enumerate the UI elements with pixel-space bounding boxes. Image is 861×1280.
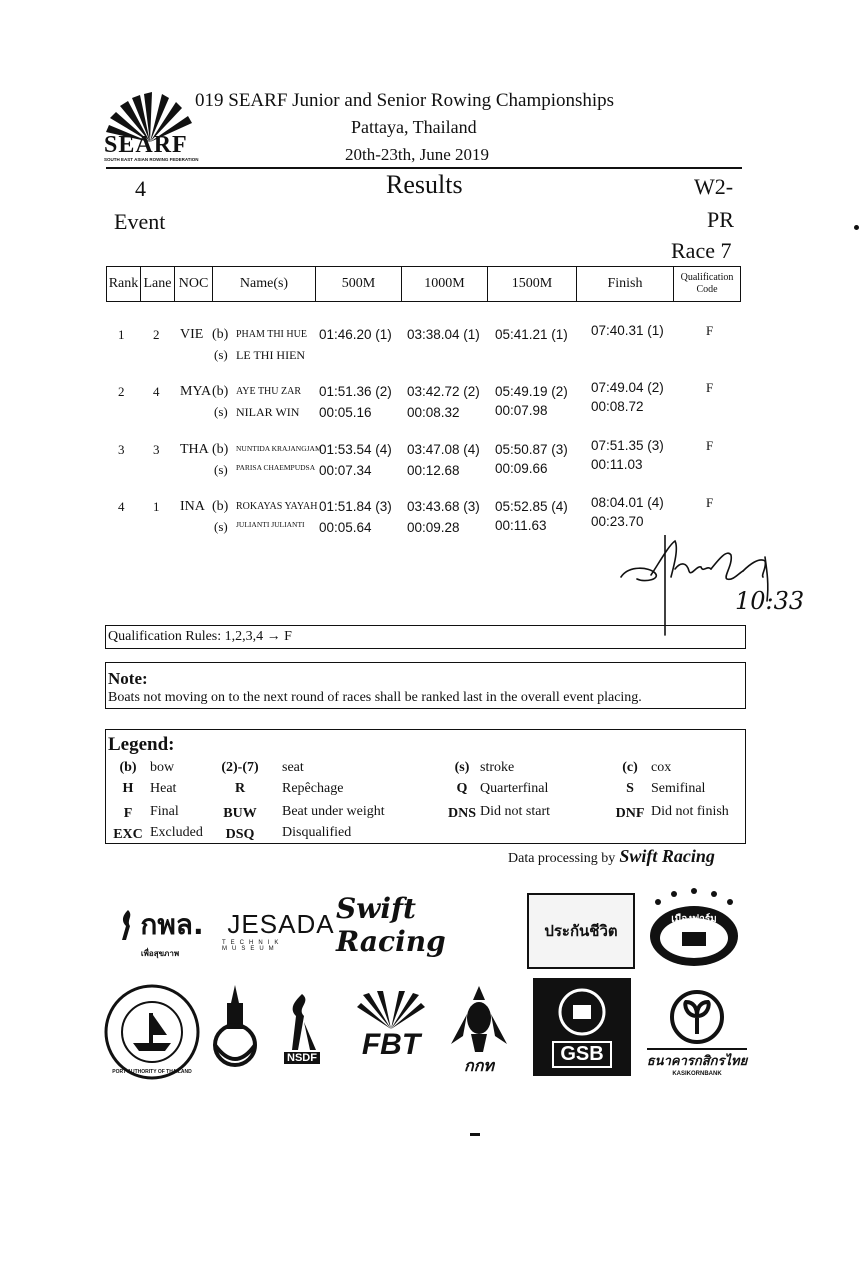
bow-name: AYE THU ZAR (236, 386, 302, 397)
venue: Pattaya, Thailand (351, 117, 477, 137)
legend-value: stroke (480, 760, 515, 775)
legend-key: Q (456, 781, 468, 796)
insurance-logo (527, 893, 635, 969)
rank-cell: 3 (118, 442, 125, 457)
jesada-caption: TECHNIK MUSEUM (222, 939, 284, 952)
legend-key: DSQ (225, 827, 255, 842)
qualification-code: F (706, 380, 714, 395)
lane-cell: 1 (153, 499, 160, 514)
delta-1500m: 00:11.63 (495, 518, 547, 533)
gsb-wordmark: GSB (552, 1041, 611, 1068)
kkt-logo (445, 983, 513, 1079)
event-dates: 20th-23th, June 2019 (345, 145, 490, 164)
boat-class-code: W2- (694, 174, 734, 199)
nsdf-torch-icon (282, 992, 322, 1052)
legend-value: Repêchage (282, 781, 344, 796)
col-rank: Rank (107, 267, 141, 301)
note-box (105, 662, 746, 709)
split-1000m: 03:43.68 (3) (407, 499, 480, 514)
legend-value: Final (150, 804, 179, 819)
legend-key: S (626, 781, 634, 796)
legend-key: EXC (113, 827, 143, 842)
delta-1000m: 00:08.32 (407, 405, 460, 420)
split-1500m: 05:41.21 (1) (495, 327, 568, 342)
finish-time: 07:40.31 (1) (591, 323, 664, 338)
port-caption: PORT AUTHORITY OF THAILAND (112, 1069, 192, 1075)
race-number: Race 7 (671, 238, 732, 263)
legend-key: (b) (119, 760, 137, 775)
legend-key: DNF (615, 806, 645, 821)
legend-key: H (122, 781, 134, 796)
championship-title: 019 SEARF Junior and Senior Rowing Championships (195, 90, 615, 111)
delta-1500m: 00:07.98 (495, 403, 548, 418)
garuda-emblem-icon (449, 984, 509, 1054)
qualification-code: F (706, 438, 714, 453)
stroke-name: NILAR WIN (236, 405, 300, 419)
legend-value: cox (651, 760, 672, 775)
delta-500m: 00:05.64 (319, 520, 372, 535)
signature-time: 10:33 (735, 587, 805, 615)
stroke-tag: (s) (214, 462, 228, 477)
stroke-name: PARISA CHAEMPUDSA (236, 463, 316, 472)
split-1500m: 05:50.87 (3) (495, 442, 568, 457)
boat-class-sub: PR (707, 207, 734, 232)
delta-finish: 00:08.72 (591, 399, 644, 414)
data-processing-credit (508, 846, 715, 867)
legend-key: (2)-(7) (221, 760, 259, 775)
stroke-tag: (s) (214, 404, 228, 419)
finish-time: 07:51.35 (3) (591, 438, 664, 453)
insurance-wordmark: ประกันชีวิต (544, 922, 618, 940)
results-heading: Results (386, 170, 463, 199)
bow-tag: (b) (212, 384, 229, 399)
split-1000m: 03:38.04 (1) (407, 327, 480, 342)
split-1500m: 05:49.19 (2) (495, 384, 568, 399)
legend-value: Did not start (480, 804, 550, 819)
bow-tag: (b) (212, 327, 229, 342)
legend-title: Legend: (108, 734, 175, 755)
legend-key: (s) (454, 760, 470, 775)
fbt-logo (348, 985, 434, 1065)
rank-cell: 1 (118, 327, 125, 342)
legend-key: (c) (622, 760, 638, 775)
legend-value: Beat under weight (282, 804, 385, 819)
legend-key: R (234, 781, 246, 796)
stroke-tag: (s) (214, 519, 228, 534)
col-500m: 500M (316, 267, 402, 301)
note-text: Boats not moving on to the next round of races shall be ranked last in the overall event placing. (108, 690, 642, 705)
split-1000m: 03:47.08 (4) (407, 442, 480, 457)
bow-name: NUNTIDA KRAJANGJAM (236, 444, 322, 453)
note-title: Note: (108, 669, 148, 688)
stroke-tag: (s) (214, 347, 228, 362)
searf-logo-text: SEARF (104, 132, 188, 158)
torch-figure-icon (116, 908, 140, 942)
lane-cell: 3 (153, 442, 160, 457)
stroke-name: LE THI HIEN (236, 348, 306, 362)
gsb-logo (533, 978, 631, 1076)
col-finish: Finish (577, 267, 674, 301)
noc-cell: VIE (180, 327, 204, 342)
split-500m: 01:51.36 (2) (319, 384, 392, 399)
farm-wordmark: เมืองฟาร์ม (671, 914, 717, 925)
legend-key: DNS (447, 806, 476, 821)
split-1000m: 03:42.72 (2) (407, 384, 480, 399)
delta-finish: 00:23.70 (591, 514, 644, 529)
farm-logo (644, 888, 744, 972)
finish-time: 08:04.01 (4) (591, 495, 664, 510)
nsdf-wordmark: NSDF (284, 1052, 320, 1064)
nsdf-logo (270, 980, 334, 1076)
swift-racing-logo (336, 892, 526, 958)
legend-value: Heat (150, 781, 177, 796)
navy-emblem-icon (205, 983, 265, 1071)
legend-value: Did not finish (651, 804, 729, 819)
kasikornbank-logo (642, 985, 752, 1081)
legend-key: F (123, 806, 133, 821)
split-1500m: 05:52.85 (4) (495, 499, 568, 514)
delta-finish: 00:11.03 (591, 457, 643, 472)
lane-cell: 4 (153, 384, 160, 399)
noc-cell: THA (180, 442, 209, 457)
bow-name: ROKAYAS YAYAH (236, 501, 318, 512)
legend-value: Semifinal (651, 781, 706, 796)
bow-tag: (b) (212, 442, 229, 457)
delta-500m: 00:07.34 (319, 463, 372, 478)
kkt-wordmark: กกท (464, 1055, 494, 1075)
noc-cell: INA (180, 499, 205, 514)
laurel-icon (353, 989, 429, 1029)
delta-1500m: 00:09.66 (495, 461, 548, 476)
sat-caption: เพื่อสุขภาพ (140, 948, 180, 958)
qualification-code: F (706, 495, 714, 510)
kbank-wordmark: ธนาคารกสิกรไทย (647, 1048, 747, 1071)
qualification-code: F (706, 323, 714, 338)
rank-cell: 4 (118, 499, 125, 514)
jesada-logo (222, 905, 340, 955)
split-500m: 01:46.20 (1) (319, 327, 392, 342)
swift-racing-wordmark: Swift Racing (336, 892, 446, 958)
kbank-leaf-icon (670, 990, 724, 1044)
event-label: Event (114, 209, 166, 234)
farm-badge-icon (644, 888, 744, 972)
header-rule (106, 167, 742, 169)
event-number: 4 (135, 176, 146, 201)
col-names: Name(s) (213, 267, 316, 301)
legend-value: Excluded (150, 825, 203, 840)
col-1500m: 1500M (488, 267, 577, 301)
split-500m: 01:51.84 (3) (319, 499, 392, 514)
legend-key: BUW (223, 806, 257, 821)
results-table-header (106, 266, 741, 302)
split-500m: 01:53.54 (4) (319, 442, 392, 457)
qualification-rules: Qualification Rules: 1,2,3,4 → F (108, 629, 292, 644)
lane-cell: 2 (153, 327, 160, 342)
data-processing-brand: Swift Racing (619, 846, 715, 866)
port-authority-logo (103, 983, 201, 1081)
delta-500m: 00:05.16 (319, 405, 372, 420)
fbt-wordmark: FBT (361, 1028, 421, 1061)
jesada-wordmark: JESADA (227, 908, 335, 939)
data-processing-prefix: Data processing by (508, 851, 616, 866)
col-1000m: 1000M (402, 267, 488, 301)
bow-name: PHAM THI HUE (236, 329, 307, 340)
legend-value: seat (282, 760, 304, 775)
col-noc: NOC (175, 267, 213, 301)
port-seal-icon (103, 983, 201, 1081)
scan-mark (470, 1133, 480, 1136)
sat-wordmark: กพล. (140, 907, 204, 941)
qualification-rules-box (105, 625, 746, 649)
delta-1000m: 00:09.28 (407, 520, 460, 535)
navy-emblem-logo (205, 983, 265, 1071)
bow-tag: (b) (212, 499, 229, 514)
finish-time: 07:49.04 (2) (591, 380, 664, 395)
col-lane: Lane (141, 267, 175, 301)
delta-1000m: 00:12.68 (407, 463, 460, 478)
sat-logo (100, 900, 220, 962)
legend-value: Quarterfinal (480, 781, 549, 796)
searf-logo-caption: SOUTH EAST ASIAN ROWING FEDERATION (104, 157, 199, 162)
scan-mark (854, 225, 859, 230)
gsb-seal-icon (557, 987, 607, 1037)
noc-cell: MYA (180, 384, 212, 399)
legend-value: Disqualified (282, 825, 352, 840)
legend-box (105, 729, 746, 844)
searf-logo (104, 88, 199, 164)
legend-value: bow (150, 760, 175, 775)
col-qualification-code: Qualification Code (680, 272, 734, 295)
kbank-caption: KASIKORNBANK (672, 1070, 722, 1077)
rank-cell: 2 (118, 384, 125, 399)
stroke-name: JULIANTI JULIANTI (236, 520, 305, 529)
